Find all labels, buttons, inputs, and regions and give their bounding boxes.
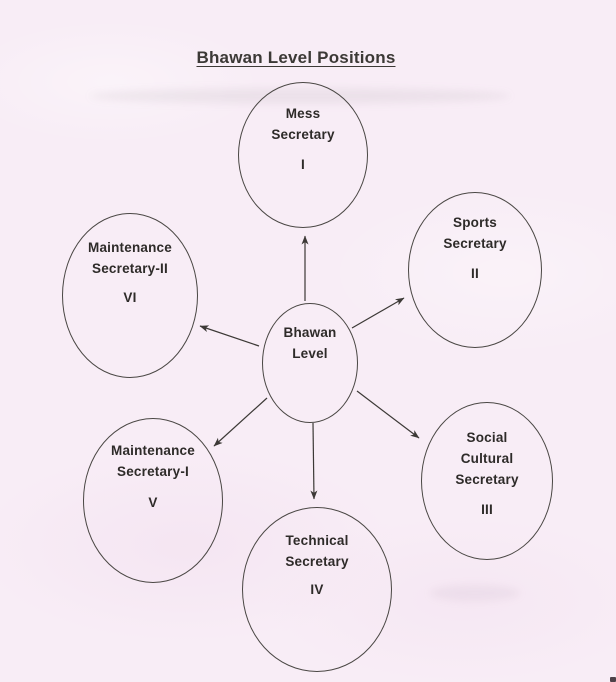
node-numeral: I [301,157,305,172]
node-label-line: Cultural [460,451,514,466]
node-label-line: Secretary [443,236,507,251]
arrow-center-to-maintenance-2 [200,326,259,346]
node-label [84,419,222,513]
node-label [239,83,367,175]
arrow-center-to-sports [352,298,404,328]
node-label-line: Secretary [285,554,349,569]
node-label-line: Secretary [455,472,519,487]
node-label-line: Technical [285,533,349,548]
node-label-line: Maintenance [111,443,195,458]
node-label-line: Secretary-I [117,464,189,479]
node-mess-secretary [238,82,368,228]
node-label-line: Mess [285,106,321,121]
node-label-line: Secretary [271,127,335,142]
node-label [263,304,357,364]
node-numeral: III [481,502,493,517]
node-sports-secretary [408,192,542,348]
node-bhawan-level [262,303,358,423]
node-label [243,508,391,600]
node-label-line: Bhawan [283,325,337,340]
node-label-line: Level [292,346,328,361]
node-label-line: Sports [453,215,497,230]
node-label-line: Maintenance [88,240,172,255]
page-title: Bhawan Level Positions [196,48,396,67]
scan-artifact-dot [610,677,616,682]
arrow-center-to-technical [313,423,314,499]
node-numeral: VI [123,290,137,305]
node-label [409,193,541,284]
node-maintenance-secretary-1 [83,418,223,583]
node-social-cultural-secretary [421,402,553,560]
node-label [63,214,197,308]
arrow-center-to-social-cultural [357,391,419,438]
node-label [422,403,552,520]
node-numeral: IV [310,582,324,597]
node-numeral: II [471,266,479,281]
node-technical-secretary [242,507,392,672]
node-label-line: Social [466,430,508,445]
node-maintenance-secretary-2 [62,213,198,378]
node-numeral: V [148,495,158,510]
node-label-line: Secretary-II [92,261,168,276]
